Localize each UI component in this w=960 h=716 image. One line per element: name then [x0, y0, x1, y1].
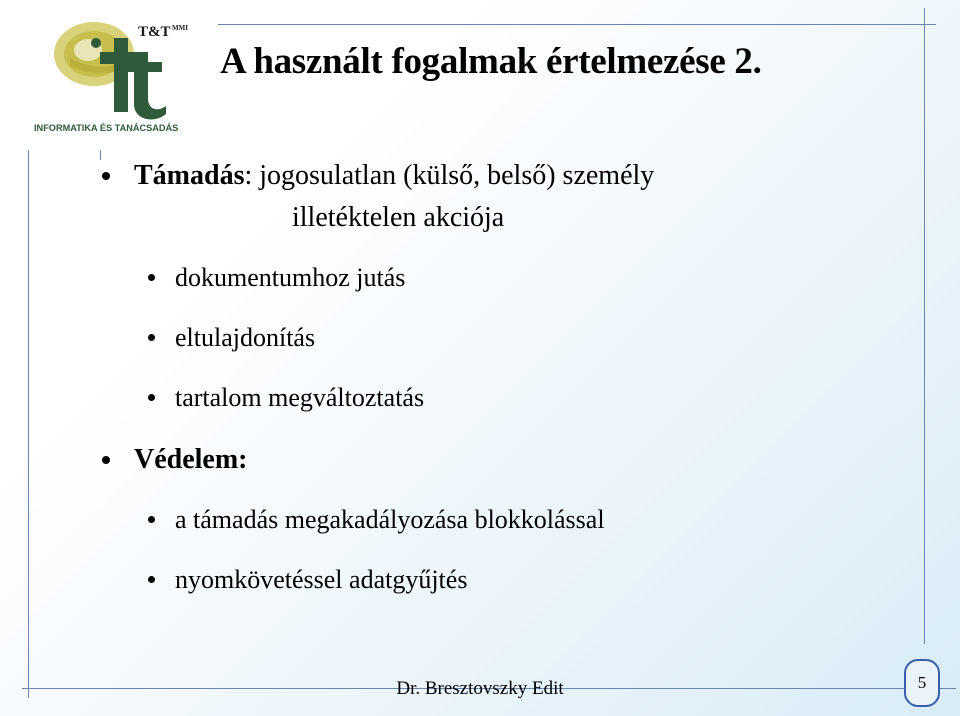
attack-definition: : jogosulatlan (külső, belső) személy [244, 160, 655, 191]
attack-item-text: dokumentumhoz jutás [175, 263, 406, 292]
defense-item-text: nyomkövetéssel adatgyűjtés [175, 565, 468, 594]
frame-left-line [28, 150, 29, 698]
list-item [148, 505, 605, 535]
bullet-dot [102, 172, 110, 180]
bullet-attack [102, 160, 654, 192]
company-logo [30, 10, 200, 138]
frame-top-line [218, 24, 936, 25]
logo-caption: INFORMATIKA ÉS TANÁCSADÁS [34, 123, 179, 133]
sub-bullet-dot [148, 274, 155, 281]
page-number: 5 [917, 673, 927, 692]
sub-bullet-dot [148, 394, 155, 401]
defense-item-text: a támadás megakadályozása blokkolással [175, 505, 605, 534]
logo-brand-text: T&T [138, 24, 171, 40]
sub-bullet-dot [148, 334, 155, 341]
slide-title: A használt fogalmak értelmezése 2. [220, 41, 762, 82]
page-number-badge [904, 659, 940, 707]
attack-item-text: eltulajdonítás [175, 323, 316, 352]
logo-superscript: MMI [172, 24, 188, 32]
attack-definition-continuation-text: illetéktelen akciója [292, 202, 505, 233]
list-item [148, 383, 424, 413]
footer-author: Dr. Bresztovszky Edit [396, 678, 564, 699]
sub-bullet-dot [148, 516, 155, 523]
defense-label: Védelem: [134, 444, 248, 475]
sub-bullet-dot [148, 576, 155, 583]
bullet-defense [102, 444, 248, 476]
attack-definition-continuation [292, 202, 504, 234]
frame-left-inner-line [100, 150, 101, 160]
list-item [148, 323, 315, 353]
bullet-dot [102, 456, 110, 464]
list-item [148, 263, 405, 293]
frame-right-line [924, 8, 925, 644]
attack-item-text: tartalom megváltoztatás [175, 383, 425, 412]
attack-label: Támadás [134, 160, 245, 191]
list-item [148, 565, 467, 595]
